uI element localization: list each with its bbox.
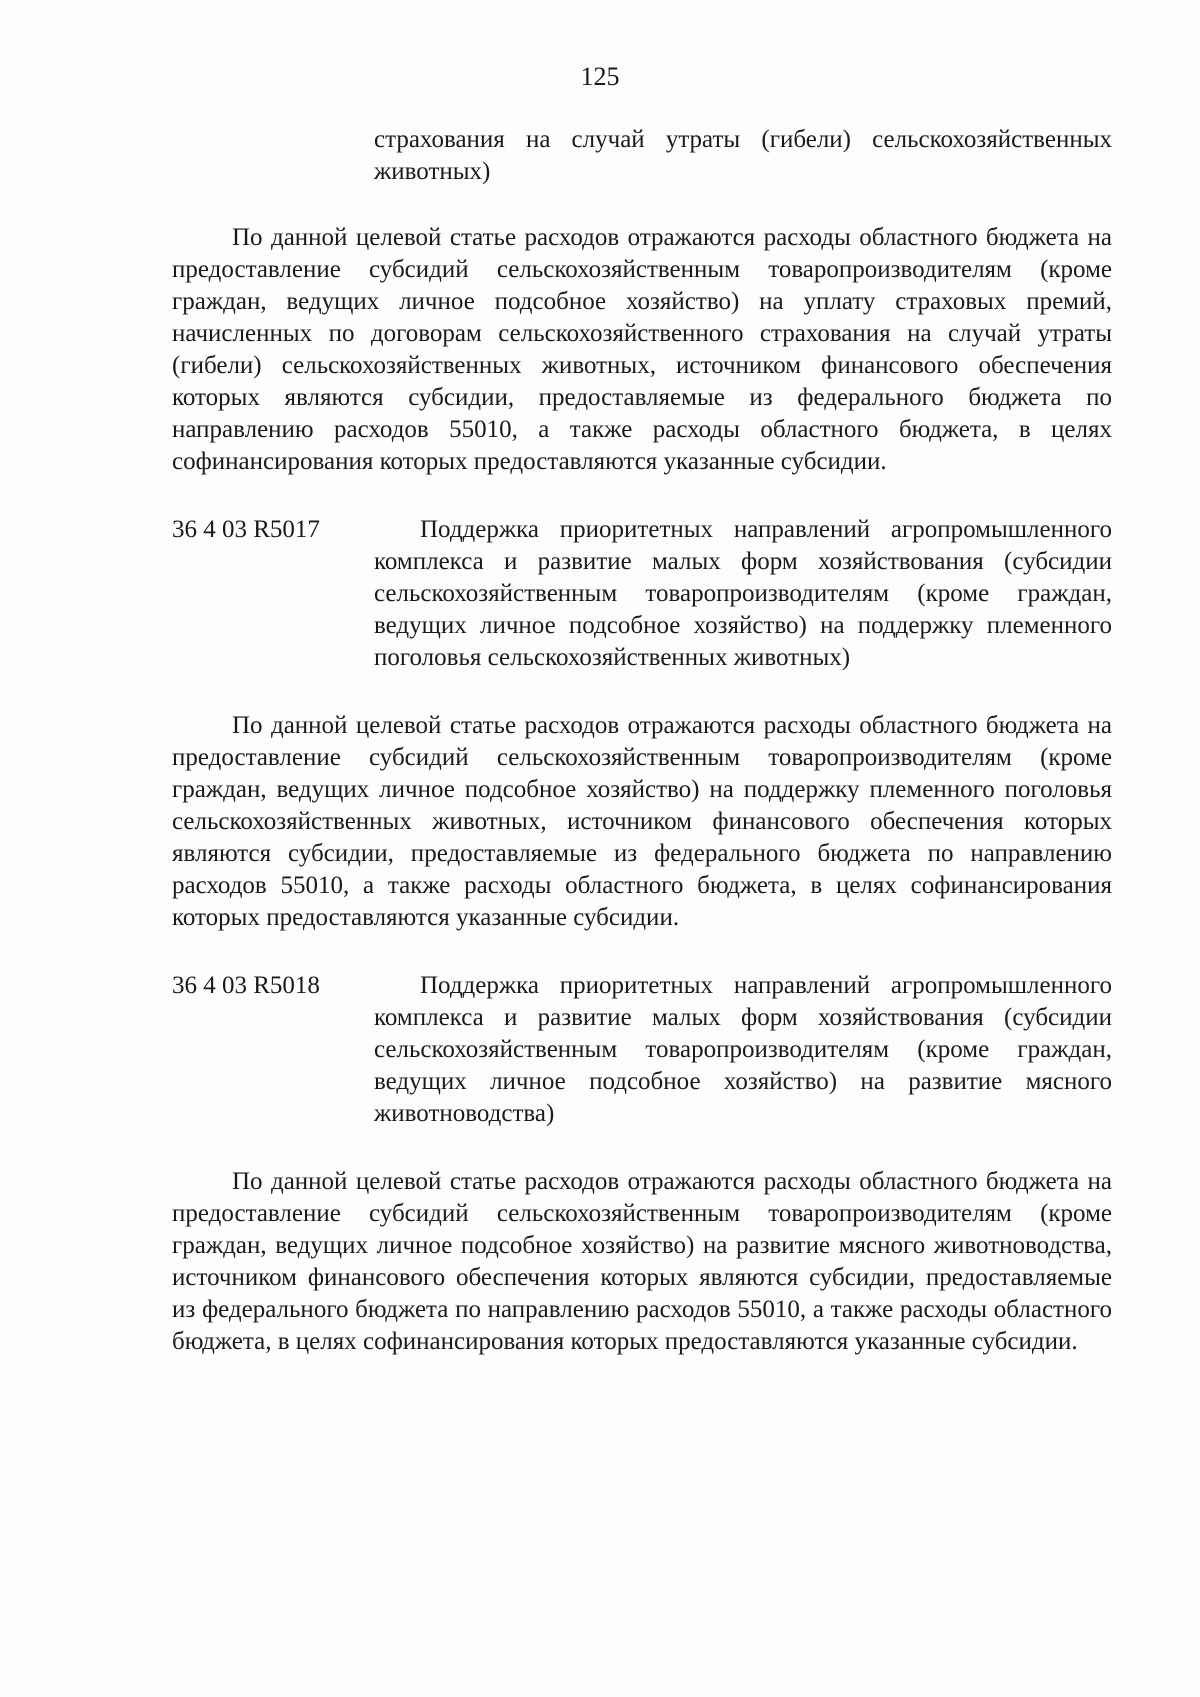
paragraph-block-1	[172, 222, 1112, 478]
paragraph-block-3	[172, 1166, 1112, 1358]
budget-entry-r5018	[172, 970, 1112, 1130]
continued-title-text: страхования на случай утраты (гибели) сельскохозяйственных животных)	[374, 126, 1112, 185]
budget-entry-r5017	[172, 514, 1112, 674]
entry-title: Поддержка приоритетных направлений агропромышленного комплекса и развитие малых форм хозяйствования (субсидии сельскохозяйственным товаропроизводителям (кроме граждан, ведущих личное подсобное хозяйство) на поддержку племенного поголовья сельскохозяйственных животных)	[374, 516, 1112, 671]
description-paragraph: По данной целевой статье расходов отражаются расходы областного бюджета на предоставление субсидий сельскохозяйственным товаропроизводителям (кроме граждан, ведущих личное подсобное хозяйство) на уплату страховых премий, начисленных по договорам сельскохозяйственного страхования на случай утраты (гибели) сельскохозяйственных животных, источником финансового обеспечения которых являются субсидии, предоставляемые из федерального бюджета по направлению расходов 55010, а также расходы областного бюджета, в целях софинансирования которых предоставляются указанные субсидии.	[172, 224, 1112, 475]
page-number: 125	[580, 62, 620, 91]
entry-code: 36 4 03 R5017	[172, 516, 320, 543]
entry-title: Поддержка приоритетных направлений агропромышленного комплекса и развитие малых форм хозяйствования (субсидии сельскохозяйственным товаропроизводителям (кроме граждан, ведущих личное подсобное хозяйство) на развитие мясного животноводства)	[374, 972, 1112, 1127]
entry-code: 36 4 03 R5018	[172, 972, 320, 999]
paragraph-block-2	[172, 710, 1112, 934]
description-paragraph: По данной целевой статье расходов отражаются расходы областного бюджета на предоставление субсидий сельскохозяйственным товаропроизводителям (кроме граждан, ведущих личное подсобное хозяйство) на поддержку племенного поголовья сельскохозяйственных животных, источником финансового обеспечения которых являются субсидии, предоставляемые из федерального бюджета по направлению расходов 55010, а также расходы областного бюджета, в целях софинансирования которых предоставляются указанные субсидии.	[172, 712, 1112, 931]
description-paragraph: По данной целевой статье расходов отражаются расходы областного бюджета на предоставление субсидий сельскохозяйственным товаропроизводителям (кроме граждан, ведущих личное подсобное хозяйство) на развитие мясного животноводства, источником финансового обеспечения которых являются субсидии, предоставляемые из федерального бюджета по направлению расходов 55010, а также расходы областного бюджета, в целях софинансирования которых предоставляются указанные субсидии.	[172, 1168, 1112, 1355]
page-content	[172, 124, 1112, 1394]
